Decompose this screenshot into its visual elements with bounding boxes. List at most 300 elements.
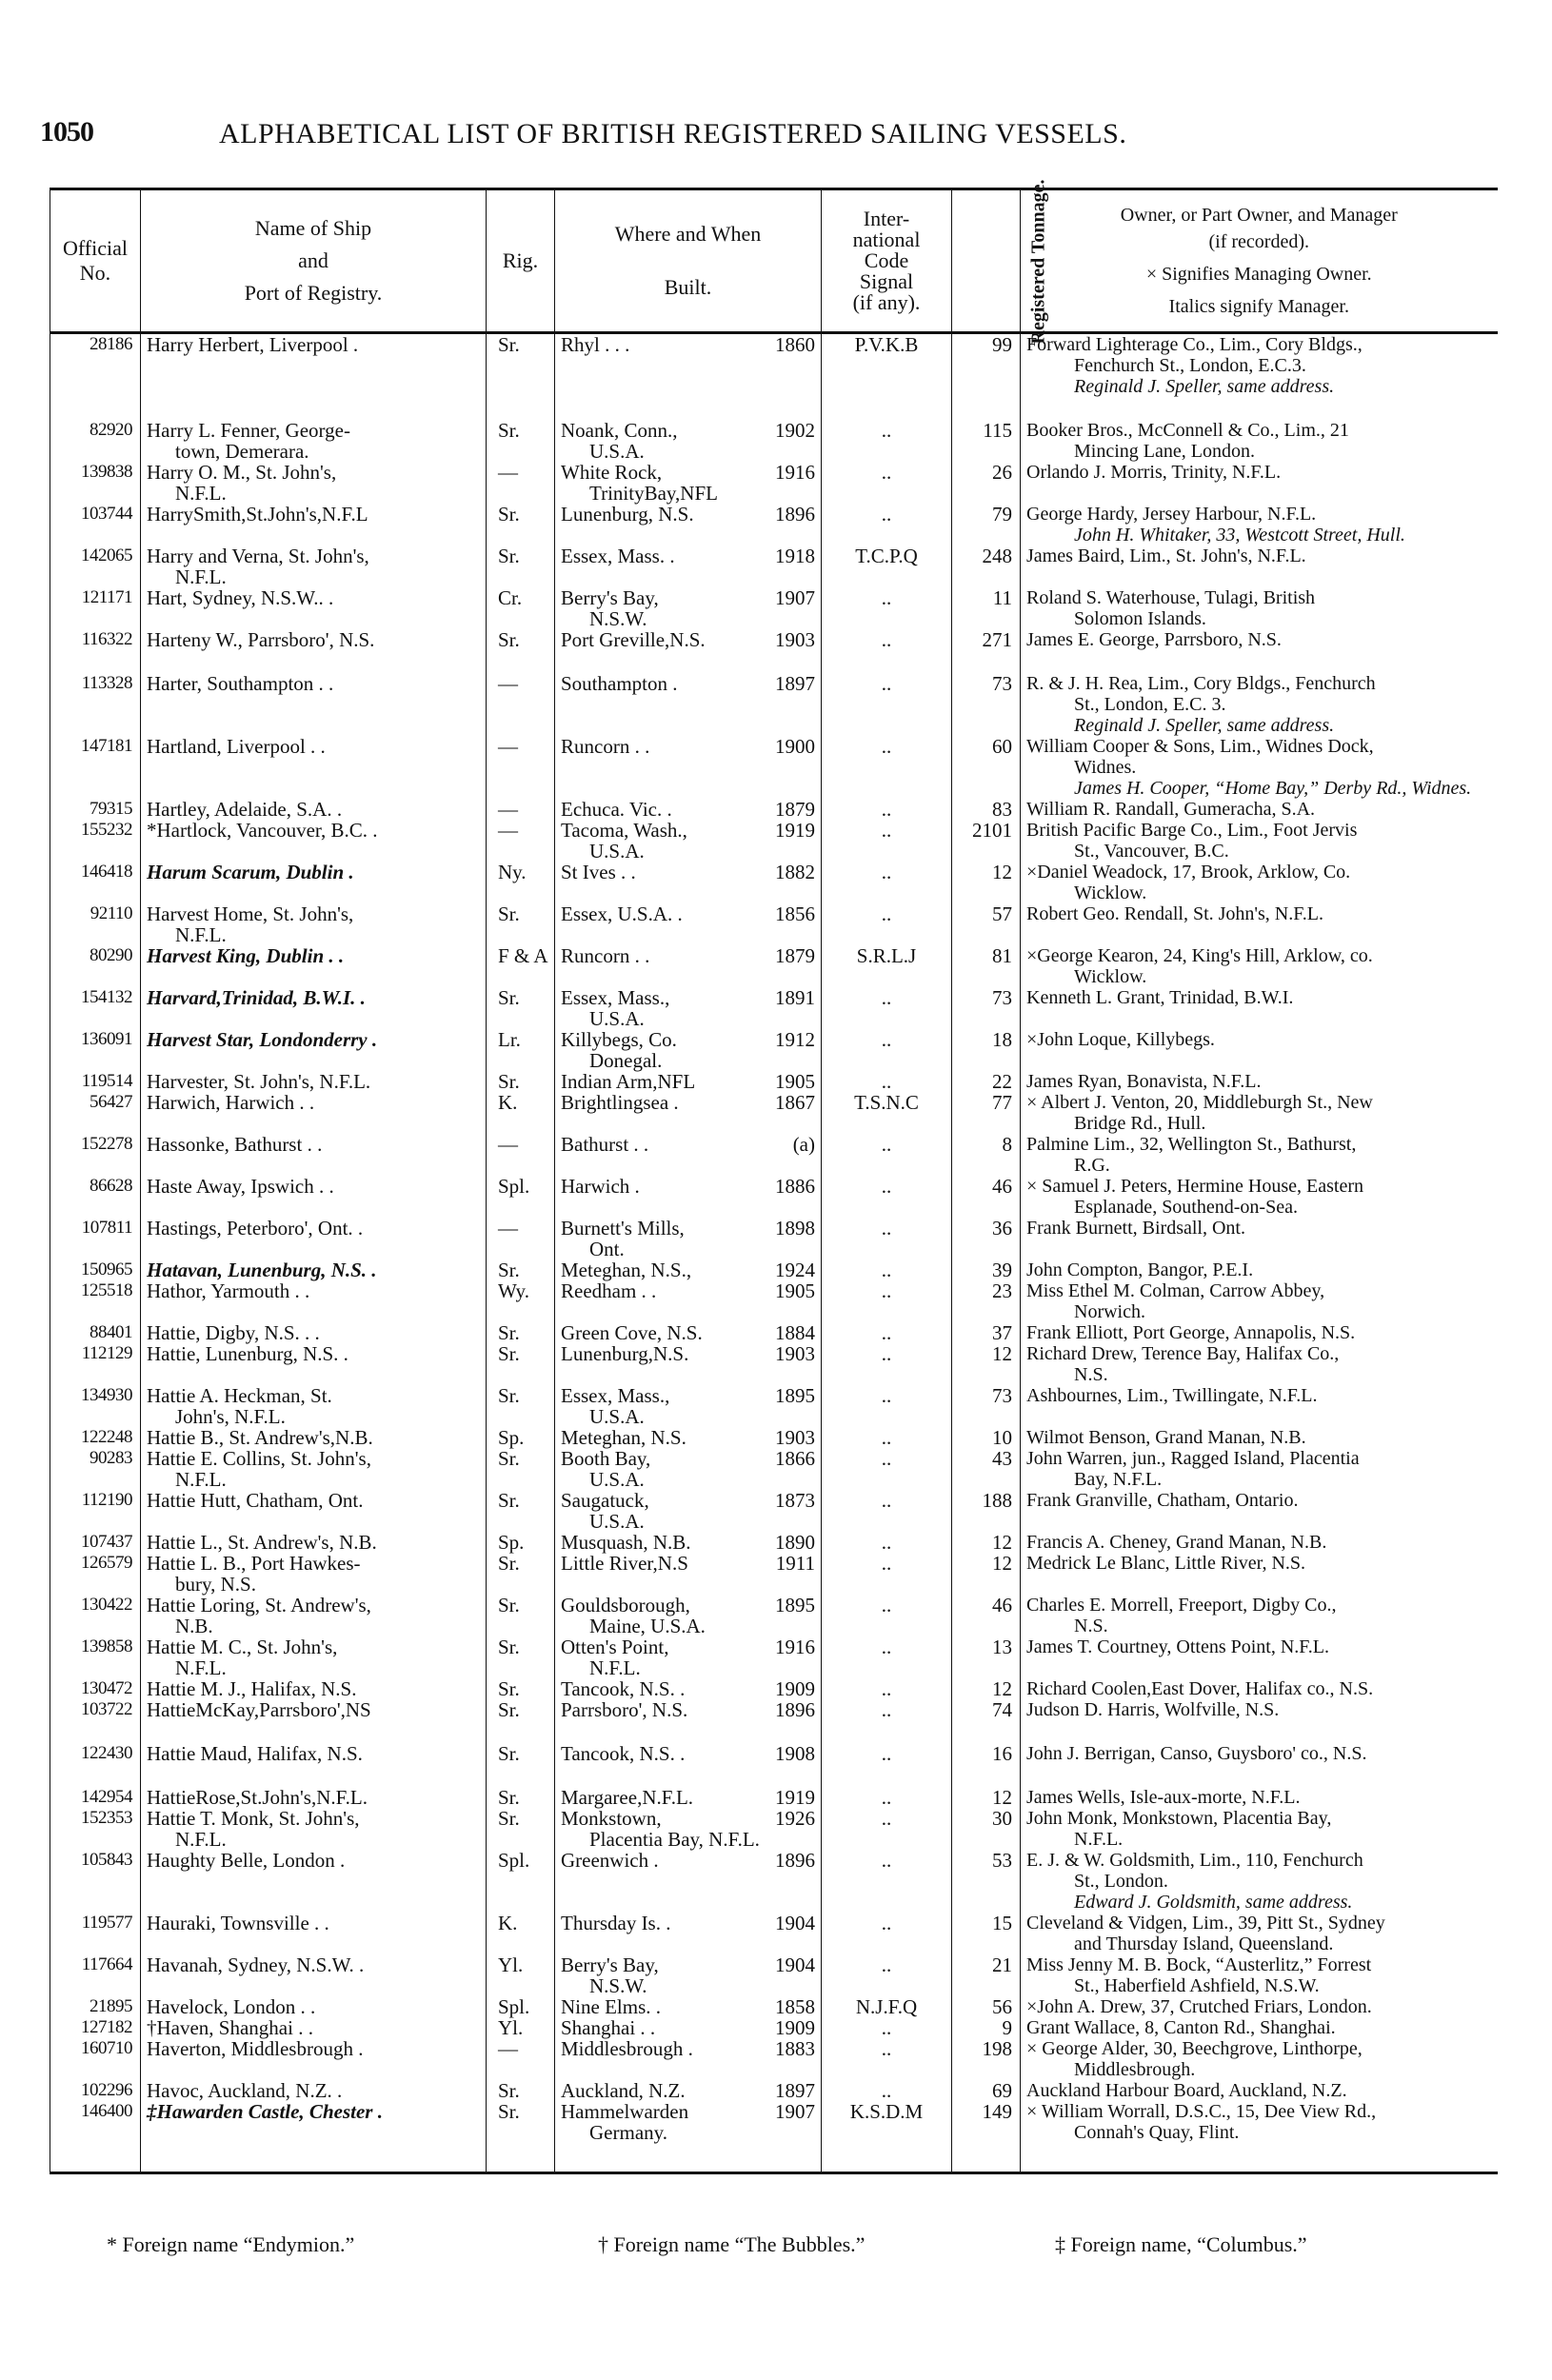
where-built-place: Essex, Mass.,	[561, 1384, 670, 1407]
official-no-cell: 122248	[50, 1427, 141, 1448]
ship-name: Hathor, Yarmouth . .	[147, 1279, 310, 1302]
signal-cell: ..	[822, 1490, 952, 1532]
where-built-cell	[555, 1259, 822, 1280]
rig-cell: Sr.	[487, 1322, 555, 1343]
ship-name-cell	[141, 987, 487, 1029]
where-built-place-continued: N.S.W.	[589, 607, 647, 630]
owner-name: Forward Lighterage Co., Lim., Cory Bldgs.,	[1026, 334, 1363, 355]
owner-name: Orlando J. Morris, Trinity, N.F.L.	[1026, 462, 1282, 483]
where-built-place: Musquash, N.B.	[561, 1531, 691, 1554]
year-built: 1895	[775, 1594, 815, 1616]
where-built-line	[561, 1259, 815, 1280]
year-built: 1904	[775, 1912, 815, 1934]
rig-cell: —	[487, 799, 555, 820]
signal-cell: S.R.L.J	[822, 945, 952, 987]
table-row	[50, 587, 1498, 629]
year-built: 1902	[775, 419, 815, 442]
where-built-place: Runcorn . .	[561, 735, 650, 758]
ship-name-cell	[141, 1553, 487, 1595]
where-built-cell	[555, 1427, 822, 1448]
table-row	[50, 1134, 1498, 1176]
spacer-cell	[487, 2143, 555, 2173]
rig-cell: —	[487, 673, 555, 736]
header-official-no: Official No.	[50, 189, 141, 333]
where-built-line	[561, 545, 815, 566]
rig-cell: Cr.	[487, 587, 555, 629]
owner-name: ×Daniel Weadock, 17, Brook, Arklow, Co.	[1026, 862, 1351, 883]
tonnage-cell: 271	[952, 629, 1021, 650]
owner-address-continued: Solomon Islands.	[1074, 608, 1206, 629]
owner-cell	[1021, 736, 1498, 799]
owner-address-continued: Bridge Rd., Hull.	[1074, 1113, 1206, 1134]
year-built: 1898	[775, 1217, 815, 1240]
where-built-cell	[555, 1808, 822, 1850]
official-no-cell: 146400	[50, 2101, 141, 2143]
ship-name: Harum Scarum, Dublin .	[147, 861, 354, 883]
table-body	[50, 333, 1498, 2173]
ship-name-cell	[141, 820, 487, 862]
year-built: 1903	[775, 1426, 815, 1449]
official-no-cell: 102296	[50, 2080, 141, 2101]
owner-name: Auckland Harbour Board, Auckland, N.Z.	[1026, 2080, 1347, 2101]
gap-cell	[50, 650, 141, 673]
ship-name: Hassonke, Bathurst . .	[147, 1133, 323, 1156]
where-built-place: Indian Arm,NFL	[561, 1070, 696, 1093]
table-row	[50, 2080, 1498, 2101]
owner-name: James T. Courtney, Ottens Point, N.F.L.	[1026, 1636, 1330, 1657]
ship-name-cell	[141, 545, 487, 587]
where-built-cell	[555, 1448, 822, 1490]
where-built-line	[561, 334, 815, 355]
owner-name: Francis A. Cheney, Grand Manan, N.B.	[1026, 1532, 1327, 1553]
ship-name-cell	[141, 1996, 487, 2017]
ship-name: Hattie B., St. Andrew's,N.B.	[147, 1426, 373, 1449]
owner-name: Cleveland & Vidgen, Lim., 39, Pitt St., Sydney	[1026, 1913, 1385, 1934]
owner-name: Wilmot Benson, Grand Manan, N.B.	[1026, 1427, 1306, 1448]
official-no-cell: 119514	[50, 1071, 141, 1092]
owner-name: ×John Loque, Killybegs.	[1026, 1029, 1215, 1050]
spacer-cell	[822, 2143, 952, 2173]
signal-cell: ..	[822, 1636, 952, 1678]
where-built-place: Tacoma, Wash.,	[561, 819, 687, 842]
year-built: 1919	[775, 1786, 815, 1809]
owner-cell	[1021, 2101, 1498, 2143]
table-row	[50, 1218, 1498, 1259]
table-row	[50, 1595, 1498, 1636]
where-built-place-continued: U.S.A.	[589, 840, 645, 863]
where-built-cell	[555, 903, 822, 945]
owner-name: British Pacific Barge Co., Lim., Foot Jervis	[1026, 820, 1358, 841]
table-row	[50, 420, 1498, 462]
where-built-line	[561, 820, 815, 841]
table-row	[50, 1913, 1498, 1954]
owner-name: John Monk, Monkstown, Placentia Bay,	[1026, 1808, 1332, 1829]
tonnage-cell: 12	[952, 1553, 1021, 1595]
owner-address-continued: Fenchurch St., London, E.C.3.	[1074, 355, 1306, 376]
owner-address-continued: Wicklow.	[1074, 883, 1147, 903]
ship-name-cell	[141, 333, 487, 398]
where-built-line	[561, 987, 815, 1008]
tonnage-cell: 26	[952, 462, 1021, 504]
gap-cell	[555, 1720, 822, 1743]
owner-cell	[1021, 2038, 1498, 2080]
tonnage-cell: 12	[952, 1532, 1021, 1553]
ship-name: †Haven, Shanghai . .	[147, 2016, 313, 2039]
where-built-place: Saugatuck,	[561, 1489, 649, 1512]
table-row	[50, 799, 1498, 820]
owner-cell	[1021, 1322, 1498, 1343]
ship-name: Harter, Southampton . .	[147, 672, 334, 695]
owner-name: Medrick Le Blanc, Little River, N.S.	[1026, 1553, 1306, 1574]
where-built-line	[561, 1280, 815, 1301]
where-built-cell	[555, 504, 822, 545]
year-built: 1926	[775, 1807, 815, 1830]
tonnage-cell: 43	[952, 1448, 1021, 1490]
owner-name: × George Alder, 30, Beechgrove, Linthorpe,	[1026, 2038, 1363, 2059]
owner-address-continued: N.F.L.	[1074, 1829, 1124, 1850]
where-built-line	[561, 1913, 815, 1934]
ship-name: Harry Herbert, Liverpool .	[147, 333, 359, 356]
year-built: 1907	[775, 586, 815, 609]
year-built: 1896	[775, 503, 815, 526]
where-built-line	[561, 462, 815, 483]
ship-name: Harvester, St. John's, N.F.L.	[147, 1070, 371, 1093]
table-row	[50, 1808, 1498, 1850]
where-built-cell	[555, 1176, 822, 1218]
where-built-line	[561, 1595, 815, 1616]
official-no-cell: 116322	[50, 629, 141, 650]
table-row	[50, 545, 1498, 587]
where-built-place: Killybegs, Co.	[561, 1028, 677, 1051]
official-no-cell: 88401	[50, 1322, 141, 1343]
signal-cell: ..	[822, 2017, 952, 2038]
where-built-cell	[555, 462, 822, 504]
official-no-cell: 86628	[50, 1176, 141, 1218]
rig-cell: K.	[487, 1913, 555, 1954]
ship-name: Hattie A. Heckman, St.	[147, 1384, 332, 1407]
official-no-cell: 152353	[50, 1808, 141, 1850]
where-built-place: Gouldsborough,	[561, 1594, 690, 1616]
rig-cell: Sr.	[487, 333, 555, 398]
ship-name-cell	[141, 1427, 487, 1448]
signal-cell: ..	[822, 1427, 952, 1448]
where-built-line	[561, 1448, 815, 1469]
where-built-line	[561, 587, 815, 608]
where-built-cell	[555, 945, 822, 987]
where-built-cell	[555, 736, 822, 799]
table-row	[50, 1029, 1498, 1071]
signal-cell: ..	[822, 587, 952, 629]
gap-cell	[141, 397, 487, 420]
owner-address-continued: Norwich.	[1074, 1301, 1145, 1322]
owner-name: Miss Ethel M. Colman, Carrow Abbey,	[1026, 1280, 1325, 1301]
year-built: 1909	[775, 2016, 815, 2039]
tonnage-cell: 46	[952, 1595, 1021, 1636]
where-built-place: Burnett's Mills,	[561, 1217, 685, 1240]
gap-cell	[952, 650, 1021, 673]
ship-name: Hattie M. J., Halifax, N.S.	[147, 1677, 357, 1700]
table-row	[50, 1954, 1498, 1996]
table-row	[50, 1532, 1498, 1553]
gap-cell	[50, 1764, 141, 1787]
rig-cell: K.	[487, 1092, 555, 1134]
owner-cell	[1021, 1850, 1498, 1913]
row-gap	[50, 1720, 1498, 1743]
signal-cell: ..	[822, 1553, 952, 1595]
owner-cell	[1021, 1532, 1498, 1553]
signal-cell: ..	[822, 462, 952, 504]
where-built-cell	[555, 1553, 822, 1595]
signal-cell: ..	[822, 1322, 952, 1343]
signal-cell: ..	[822, 1176, 952, 1218]
owner-cell	[1021, 1996, 1498, 2017]
ship-name-cell	[141, 1385, 487, 1427]
where-built-place: Berry's Bay,	[561, 1954, 659, 1976]
rig-cell: Sr.	[487, 1343, 555, 1385]
owner-address-continued: R.G.	[1074, 1155, 1110, 1176]
year-built: 1879	[775, 798, 815, 821]
owner-cell	[1021, 1678, 1498, 1699]
official-no-cell: 28186	[50, 333, 141, 398]
where-built-place: Booth Bay,	[561, 1447, 651, 1470]
official-no-cell: 130472	[50, 1678, 141, 1699]
official-no-cell: 160710	[50, 2038, 141, 2080]
where-built-line	[561, 1218, 815, 1239]
owner-cell	[1021, 1071, 1498, 1092]
tonnage-cell: 69	[952, 2080, 1021, 2101]
table-row	[50, 1636, 1498, 1678]
where-built-place: Essex, Mass. .	[561, 545, 675, 567]
owner-name: Ashbournes, Lim., Twillingate, N.F.L.	[1026, 1385, 1318, 1406]
owner-name: E. J. & W. Goldsmith, Lim., 110, Fenchurch	[1026, 1850, 1363, 1871]
table-row	[50, 1996, 1498, 2017]
year-built: 1916	[775, 1636, 815, 1658]
official-no-cell: 150965	[50, 1259, 141, 1280]
tonnage-cell: 77	[952, 1092, 1021, 1134]
ship-name-cell	[141, 736, 487, 799]
signal-cell: ..	[822, 1913, 952, 1954]
where-built-place: Meteghan, N.S.	[561, 1426, 686, 1449]
tonnage-cell: 2101	[952, 820, 1021, 862]
where-built-cell	[555, 1913, 822, 1954]
ship-name-cell	[141, 1071, 487, 1092]
ship-name-cell	[141, 2038, 487, 2080]
year-built: 1919	[775, 819, 815, 842]
where-built-cell	[555, 333, 822, 398]
ship-name-cell	[141, 587, 487, 629]
ship-name-cell	[141, 903, 487, 945]
gap-cell	[141, 650, 487, 673]
where-built-line	[561, 1636, 815, 1657]
where-built-cell	[555, 1636, 822, 1678]
owner-address-continued: Wicklow.	[1074, 966, 1147, 987]
ship-name: Haverton, Middlesbrough .	[147, 2037, 364, 2060]
table-bottom-spacer	[50, 2143, 1498, 2173]
where-built-place: Auckland, N.Z.	[561, 2079, 686, 2102]
signal-cell: ..	[822, 862, 952, 903]
rig-cell: Sr.	[487, 1385, 555, 1427]
owner-cell	[1021, 333, 1498, 398]
where-built-place: Echuca. Vic. .	[561, 798, 672, 821]
owner-cell	[1021, 1490, 1498, 1532]
where-built-place: Lunenburg,N.S.	[561, 1342, 689, 1365]
tonnage-cell: 46	[952, 1176, 1021, 1218]
where-built-line	[561, 1553, 815, 1574]
rig-cell: Spl.	[487, 1176, 555, 1218]
where-built-place: Meteghan, N.S.,	[561, 1259, 692, 1281]
ship-name: Haughty Belle, London .	[147, 1849, 346, 1872]
ship-name-cell	[141, 1699, 487, 1720]
where-built-cell	[555, 1787, 822, 1808]
year-built: 1903	[775, 628, 815, 651]
official-no-cell: 136091	[50, 1029, 141, 1071]
owner-address-continued: and Thursday Island, Queensland.	[1074, 1934, 1334, 1954]
where-built-place: Essex, Mass.,	[561, 986, 670, 1009]
row-gap	[50, 397, 1498, 420]
year-built: 1896	[775, 1849, 815, 1872]
header-name-line: and	[298, 248, 328, 272]
tonnage-cell: 37	[952, 1322, 1021, 1343]
owner-address-continued: Esplanade, Southend-on-Sea.	[1074, 1197, 1298, 1218]
signal-cell: P.V.K.B	[822, 333, 952, 398]
vessel-table-container	[50, 179, 1497, 2174]
gap-cell	[952, 1764, 1021, 1787]
spacer-cell	[50, 2143, 141, 2173]
tonnage-cell: 248	[952, 545, 1021, 587]
owner-name: R. & J. H. Rea, Lim., Cory Bldgs., Fenchurch	[1026, 673, 1376, 694]
table-row	[50, 1071, 1498, 1092]
table-row	[50, 1448, 1498, 1490]
signal-cell: ..	[822, 820, 952, 862]
ship-name-cell	[141, 862, 487, 903]
ship-name-cell	[141, 1343, 487, 1385]
signal-cell: ..	[822, 2038, 952, 2080]
where-built-cell	[555, 2080, 822, 2101]
owner-name: ×John A. Drew, 37, Crutched Friars, London.	[1026, 1996, 1372, 2017]
where-built-place: Otten's Point,	[561, 1636, 669, 1658]
signal-cell: ..	[822, 736, 952, 799]
owner-name: × William Worrall, D.S.C., 15, Dee View Rd.,	[1026, 2101, 1377, 2122]
where-built-place-continued: Maine, U.S.A.	[589, 1615, 706, 1637]
where-built-place-continued: N.S.W.	[589, 1974, 647, 1997]
rig-cell: Sr.	[487, 1787, 555, 1808]
ship-name: Hatavan, Lunenburg, N.S. .	[147, 1259, 377, 1281]
table-header-row	[50, 189, 1498, 333]
tonnage-cell: 56	[952, 1996, 1021, 2017]
where-built-cell	[555, 1996, 822, 2017]
table-row	[50, 2101, 1498, 2143]
year-built: 1873	[775, 1489, 815, 1512]
ship-name: Harteny W., Parrsboro', N.S.	[147, 628, 375, 651]
official-no-cell: 82920	[50, 420, 141, 462]
where-built-line	[561, 1092, 815, 1113]
ship-name-cell	[141, 1176, 487, 1218]
where-built-line	[561, 2101, 815, 2122]
owner-name: Miss Jenny M. B. Bock, “Austerlitz,” Forrest	[1026, 1954, 1372, 1975]
gap-cell	[952, 1720, 1021, 1743]
rig-cell: Sr.	[487, 1636, 555, 1678]
rig-cell: Sr.	[487, 903, 555, 945]
ship-name: Hattie Loring, St. Andrew's,	[147, 1594, 371, 1616]
where-built-line	[561, 1678, 815, 1699]
year-built: 1909	[775, 1677, 815, 1700]
owner-cell	[1021, 545, 1498, 587]
gap-cell	[555, 1764, 822, 1787]
rig-cell: Wy.	[487, 1280, 555, 1322]
header-where-when	[555, 189, 822, 333]
ship-name-cell	[141, 1678, 487, 1699]
tonnage-cell: 11	[952, 587, 1021, 629]
owner-cell	[1021, 1343, 1498, 1385]
signal-cell: ..	[822, 1532, 952, 1553]
where-built-cell	[555, 1322, 822, 1343]
where-built-line	[561, 1029, 815, 1050]
tonnage-cell: 198	[952, 2038, 1021, 2080]
header-signal-line: Signal	[859, 269, 914, 293]
where-built-place: Margaree,N.F.L.	[561, 1786, 694, 1809]
where-built-line	[561, 945, 815, 966]
ship-name-cell	[141, 1850, 487, 1913]
owner-cell	[1021, 820, 1498, 862]
where-built-place: Lunenburg, N.S.	[561, 503, 694, 526]
tonnage-cell: 39	[952, 1259, 1021, 1280]
ship-name: Havelock, London . .	[147, 1995, 316, 2018]
year-built: 1856	[775, 902, 815, 925]
signal-cell: ..	[822, 504, 952, 545]
ship-name-continued: N.F.L.	[175, 565, 227, 588]
gap-cell	[50, 397, 141, 420]
manager-name: John H. Whitaker, 33, Westcott Street, Hull.	[1074, 525, 1405, 545]
owner-name: John Compton, Bangor, P.E.I.	[1026, 1259, 1254, 1280]
rig-cell: Sr.	[487, 1743, 555, 1764]
rig-cell: Ny.	[487, 862, 555, 903]
tonnage-cell: 73	[952, 673, 1021, 736]
owner-name: Kenneth L. Grant, Trinidad, B.W.I.	[1026, 987, 1294, 1008]
where-built-place: Southampton .	[561, 672, 678, 695]
owner-address-continued: Mincing Lane, London.	[1074, 441, 1255, 462]
rig-cell: Sr.	[487, 987, 555, 1029]
year-built: 1918	[775, 545, 815, 567]
ship-name-cell	[141, 1954, 487, 1996]
where-built-place: Tancook, N.S. .	[561, 1742, 686, 1765]
owner-cell	[1021, 2017, 1498, 2038]
ship-name-continued: N.B.	[175, 1615, 213, 1637]
owner-address-continued: St., London.	[1074, 1871, 1168, 1892]
where-built-line	[561, 1808, 815, 1829]
owner-cell	[1021, 1176, 1498, 1218]
year-built: 1867	[775, 1091, 815, 1114]
year-built: 1896	[775, 1698, 815, 1721]
owner-cell	[1021, 799, 1498, 820]
gap-cell	[555, 397, 822, 420]
owner-name: Roland S. Waterhouse, Tulagi, British	[1026, 587, 1316, 608]
table-row	[50, 1280, 1498, 1322]
owner-cell	[1021, 1787, 1498, 1808]
ship-name-cell	[141, 1448, 487, 1490]
tonnage-cell: 12	[952, 1343, 1021, 1385]
ship-name-cell	[141, 673, 487, 736]
owner-cell	[1021, 420, 1498, 462]
where-built-cell	[555, 1743, 822, 1764]
tonnage-cell: 13	[952, 1636, 1021, 1678]
table-row	[50, 1490, 1498, 1532]
where-built-cell	[555, 1699, 822, 1720]
where-built-cell	[555, 1071, 822, 1092]
owner-cell	[1021, 1280, 1498, 1322]
year-built: 1903	[775, 1342, 815, 1365]
header-owner-line: (if recorded).	[1208, 231, 1309, 252]
gap-cell	[1021, 650, 1498, 673]
